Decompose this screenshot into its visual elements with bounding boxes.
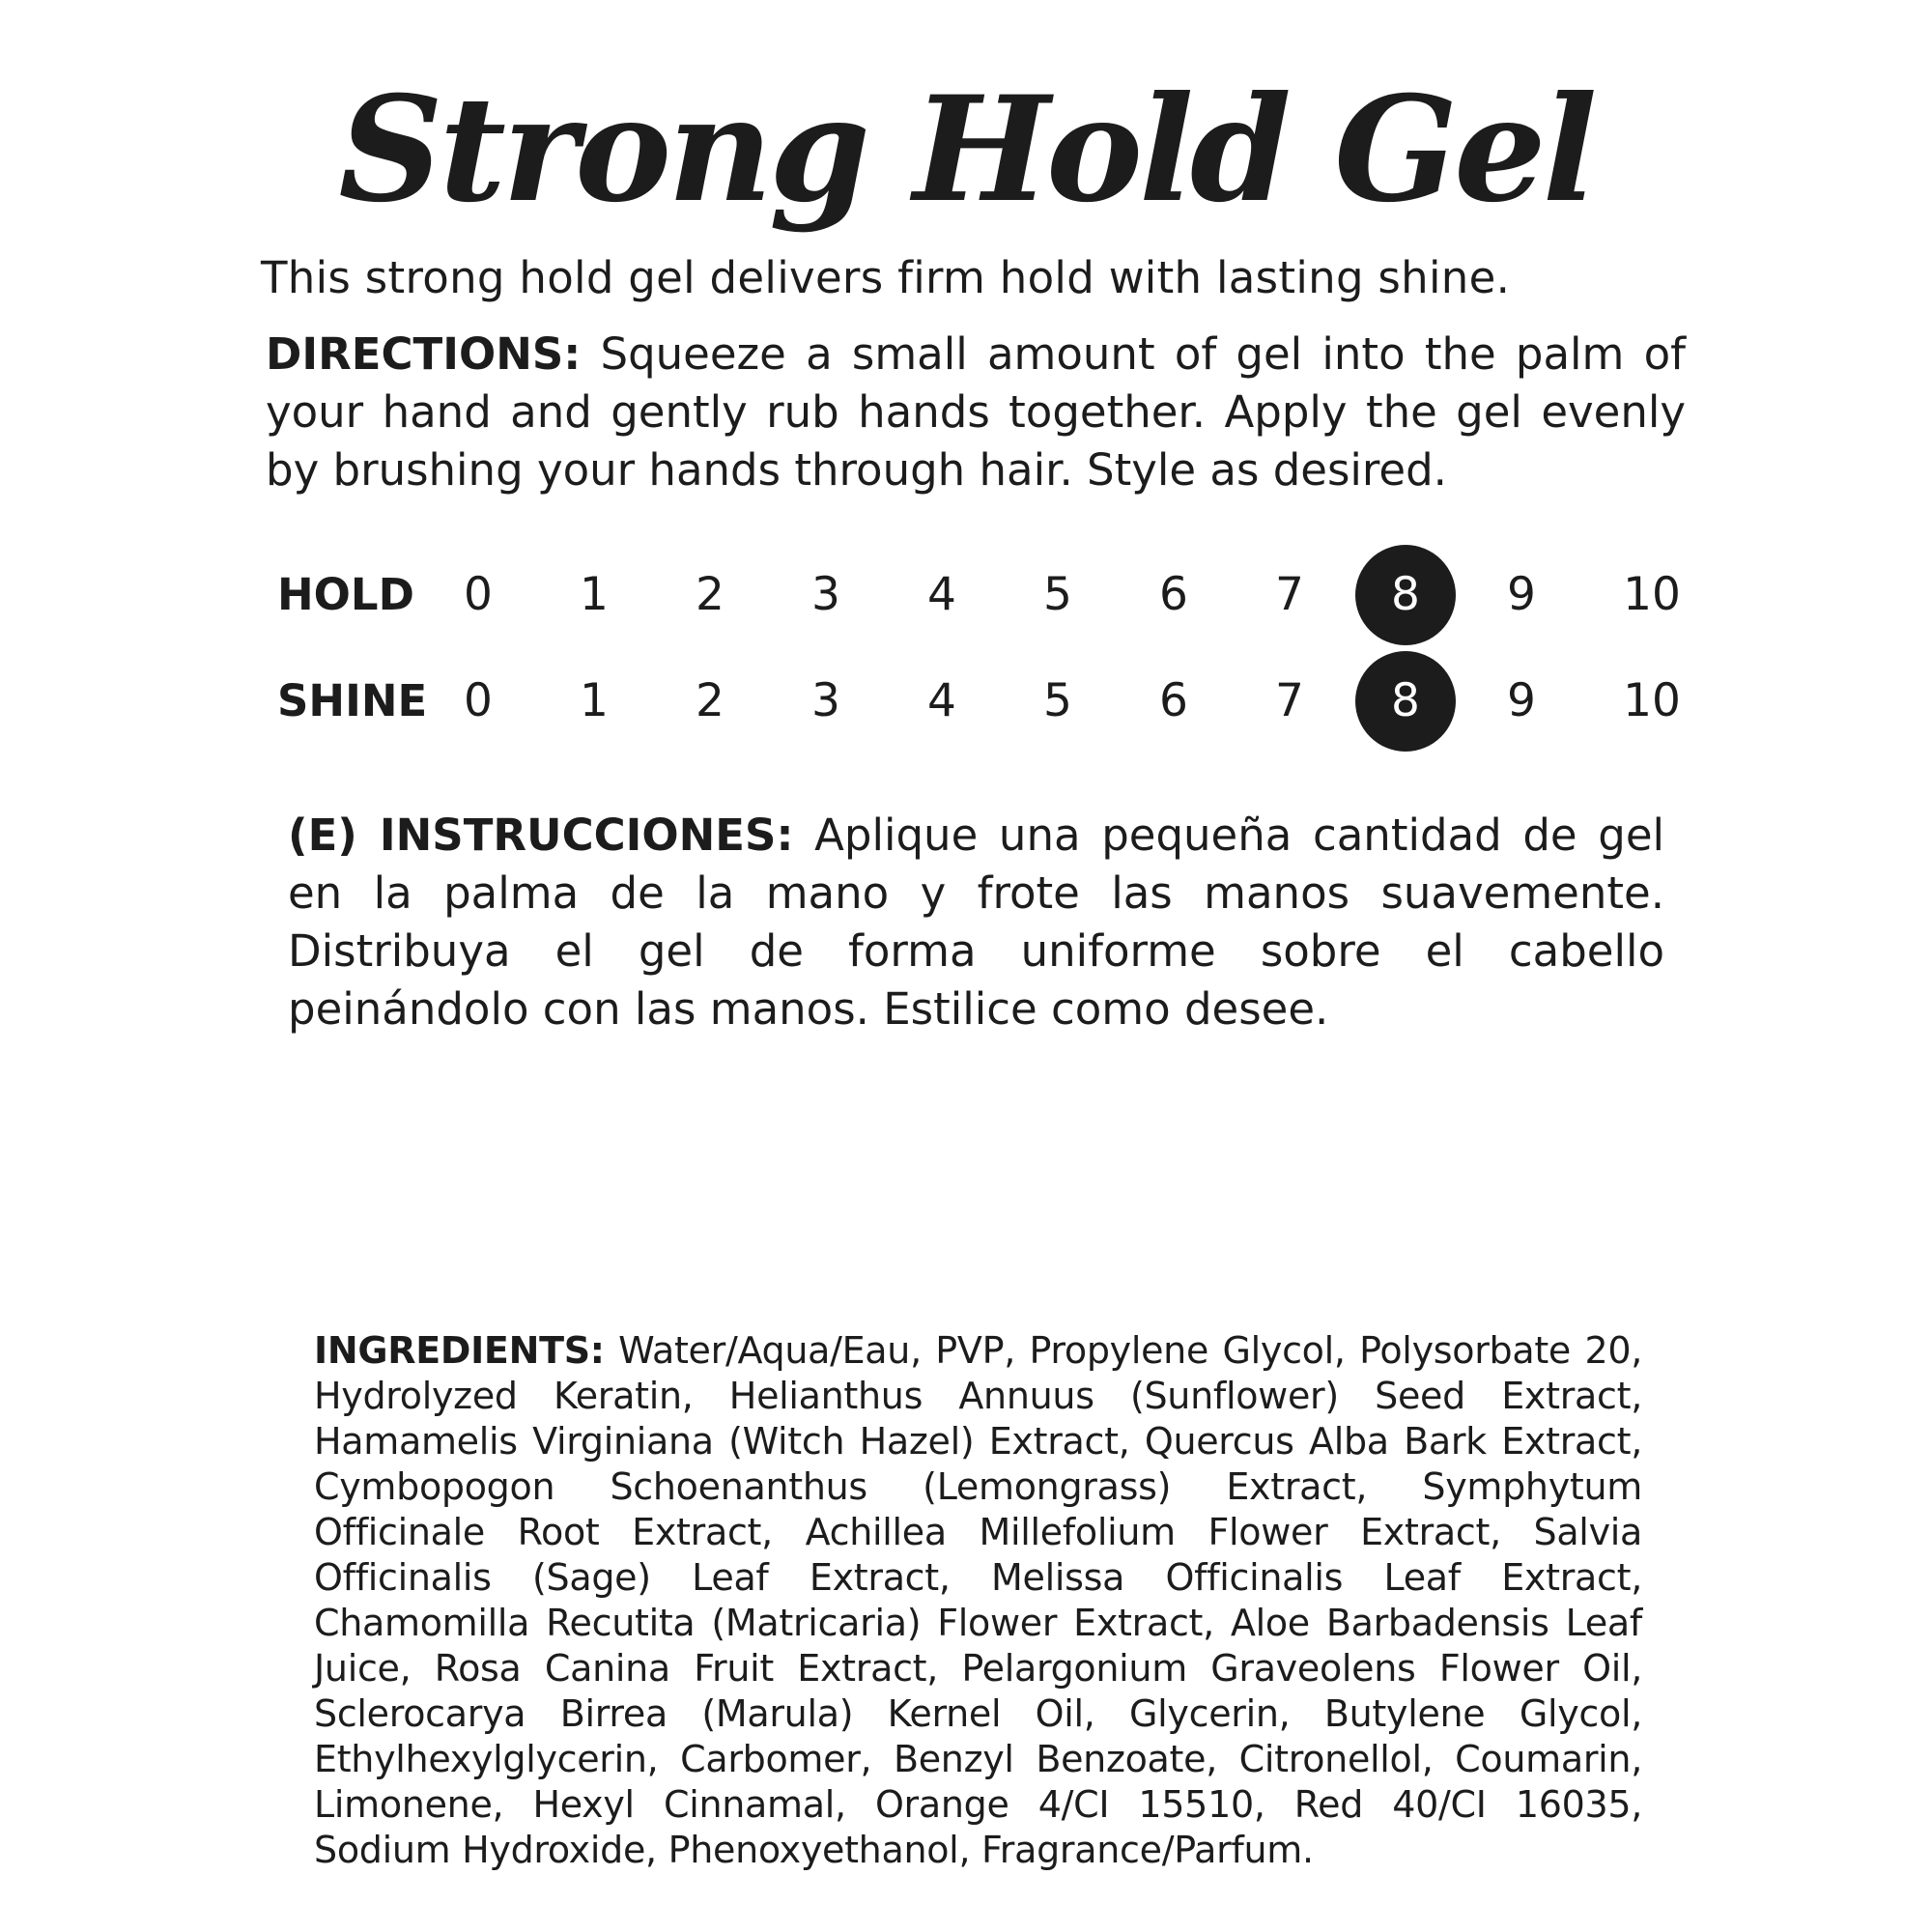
shine-scale-number: 0 xyxy=(464,674,493,727)
instrucciones-text: Aplique una pequeña cantidad de gel en la palma de la mano y frote las manos suavemente. Distribuya el gel de forma uniforme sobre el cabello peinándolo con las manos. Estilice como desee. xyxy=(288,810,1665,1035)
hold-scale-value-2 xyxy=(660,542,760,648)
hold-scale-value-8 xyxy=(1355,542,1456,648)
shine-scale-value-4 xyxy=(892,648,992,754)
shine-scale-value-0 xyxy=(428,648,528,754)
hold-scale-number: 10 xyxy=(1623,568,1681,621)
hold-scale-number: 0 xyxy=(464,568,493,621)
ingredients-text: Water/Aqua/Eau, PVP, Propylene Glycol, Polysorbate 20, Hydrolyzed Keratin, Helianthus Annuus (Sunflower) Seed Extract, Hamamelis Virginiana (Witch Hazel) Extract, Quercus Alba Bark Extract, Cymbopogon Schoenanthus (Lemongrass) Extract, Symphytum Officinale Root Extract, Achillea Millefolium Flower Extract, Salvia Officinalis (Sage) Leaf Extract, Melissa Officinalis Leaf Extract, Chamomilla Recutita (Matricaria) Flower Extract, Aloe Barbadensis Leaf Juice, Rosa Canina Fruit Extract, Pelargonium Graveolens Flower Oil, Sclerocarya Birrea (Marula) Kernel Oil, Glycerin, Butylene Glycol, Ethylhexylglycerin, Carbomer, Benzyl Benzoate, Citronellol, Coumarin, Limonene, Hexyl Cinnamal, Orange 4/CI 15510, Red 40/CI 16035, Sodium Hydroxide, Phenoxyethanol, Fragrance/Parfum. xyxy=(314,1329,1642,1871)
shine-scale-number: 6 xyxy=(1159,674,1188,727)
hold-scale-value-7 xyxy=(1239,542,1340,648)
hold-scale-value-5 xyxy=(1008,542,1108,648)
directions-block xyxy=(266,326,1686,499)
ingredients-block xyxy=(314,1328,1642,1873)
hold-scale-value-1 xyxy=(544,542,644,648)
hold-scale-value-10 xyxy=(1602,542,1702,648)
shine-selected-marker: 8 xyxy=(1355,651,1456,752)
hold-scale-value-3 xyxy=(776,542,876,648)
shine-scale-value-2 xyxy=(660,648,760,754)
hold-scale-number: 7 xyxy=(1275,568,1304,621)
shine-scale-number: 9 xyxy=(1507,674,1536,727)
hold-scale-number: 1 xyxy=(580,568,609,621)
product-title: Strong Hold Gel xyxy=(338,65,1594,235)
shine-scale-number: 1 xyxy=(580,674,609,727)
shine-scale-number: 7 xyxy=(1275,674,1304,727)
shine-scale-value-5 xyxy=(1008,648,1108,754)
directions-label: DIRECTIONS: xyxy=(266,328,582,380)
shine-scale-value-3 xyxy=(776,648,876,754)
hold-scale-number: 3 xyxy=(811,568,840,621)
hold-label: HOLD xyxy=(277,569,414,620)
shine-scale-value-8 xyxy=(1355,648,1456,754)
shine-scale-value-7 xyxy=(1239,648,1340,754)
hold-scale-number: 9 xyxy=(1507,568,1536,621)
hold-scale-number: 2 xyxy=(696,568,724,621)
hold-scale-number: 5 xyxy=(1043,568,1072,621)
hold-scale-value-4 xyxy=(892,542,992,648)
instrucciones-block xyxy=(288,807,1664,1038)
shine-label: SHINE xyxy=(277,675,428,726)
shine-scale-number: 10 xyxy=(1623,674,1681,727)
hold-scale xyxy=(0,542,1932,648)
directions-text: Squeeze a small amount of gel into the palm of your hand and gently rub hands together. Apply the gel evenly by brushing your hands through hair. Style as desired. xyxy=(266,328,1686,496)
instrucciones-label: (E) INSTRUCCIONES: xyxy=(288,810,794,861)
hold-selected-marker: 8 xyxy=(1355,545,1456,645)
shine-scale-number: 3 xyxy=(811,674,840,727)
shine-scale-value-10 xyxy=(1602,648,1702,754)
hold-scale-value-9 xyxy=(1471,542,1572,648)
shine-scale-number: 5 xyxy=(1043,674,1072,727)
hold-scale-value-6 xyxy=(1123,542,1224,648)
shine-scale-number: 4 xyxy=(927,674,956,727)
shine-scale-value-9 xyxy=(1471,648,1572,754)
shine-scale xyxy=(0,648,1932,754)
hold-scale-number: 6 xyxy=(1159,568,1188,621)
shine-scale-number: 2 xyxy=(696,674,724,727)
product-tagline: This strong hold gel delivers firm hold with lasting shine. xyxy=(261,252,1511,303)
hold-scale-number: 4 xyxy=(927,568,956,621)
ingredients-label: INGREDIENTS: xyxy=(314,1329,605,1372)
shine-scale-value-6 xyxy=(1123,648,1224,754)
hold-scale-value-0 xyxy=(428,542,528,648)
shine-scale-value-1 xyxy=(544,648,644,754)
